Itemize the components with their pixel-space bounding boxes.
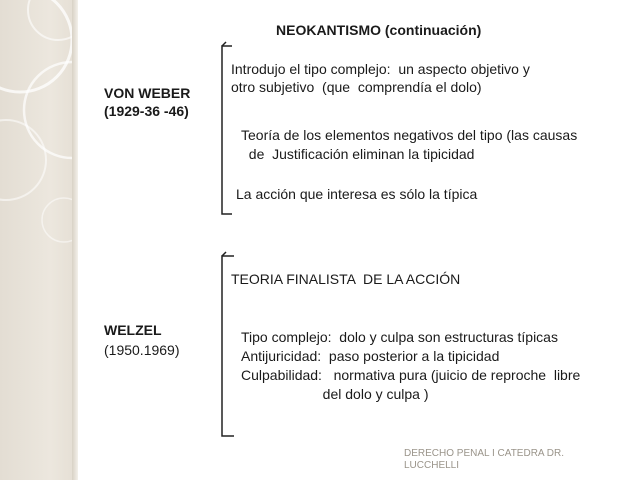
author-welzel: WELZEL xyxy=(104,322,162,338)
weber-line-5: La acción que interesa es sólo la típica xyxy=(236,186,478,202)
welzel-heading: TEORIA FINALISTA DE LA ACCIÓN xyxy=(231,271,461,287)
weber-line-2: otro subjetivo (que comprendía el dolo) xyxy=(231,79,482,95)
weber-line-4: de Justificación eliminan la tipicidad xyxy=(241,146,475,162)
welzel-line-4: del dolo y culpa ) xyxy=(241,386,429,402)
years-welzel: (1950.1969) xyxy=(104,342,180,358)
welzel-line-3: Culpabilidad: normativa pura (juicio de reproche libre xyxy=(241,367,581,383)
years-von-weber: (1929-36 -46) xyxy=(104,103,189,119)
slide-title: NEOKANTISMO (continuación) xyxy=(276,22,482,38)
weber-line-3: Teoría de los elementos negativos del tipo (las causas xyxy=(241,127,578,143)
welzel-line-2: Antijuricidad: paso posterior a la tipicidad xyxy=(241,348,500,364)
weber-line-1: Introdujo el tipo complejo: un aspecto objetivo y xyxy=(231,61,530,77)
slide-footer: DERECHO PENAL I CATEDRA DR. LUCCHELLI xyxy=(404,448,565,471)
author-von-weber: VON WEBER xyxy=(104,85,191,101)
welzel-line-1: Tipo complejo: dolo y culpa son estructuras típicas xyxy=(241,329,558,345)
